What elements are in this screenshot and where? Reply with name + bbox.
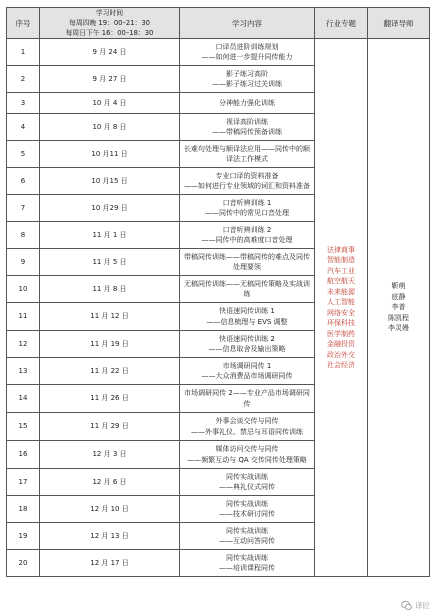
row-number: 14 xyxy=(7,385,40,413)
row-date: 9 月 27 日 xyxy=(40,66,180,93)
row-number: 2 xyxy=(7,66,40,93)
row-number: 1 xyxy=(7,39,40,66)
row-number: 19 xyxy=(7,523,40,550)
row-date: 9 月 24 日 xyxy=(40,39,180,66)
row-content xyxy=(180,66,315,93)
row-date: 11 月 19 日 xyxy=(40,331,180,358)
industry-topic: 政治外交 xyxy=(327,350,355,359)
header-time xyxy=(40,8,180,39)
content-subtitle: ——信息取舍及输出策略 xyxy=(208,345,286,353)
row-content xyxy=(180,93,315,114)
content-title: 同传实战训练 xyxy=(226,472,268,481)
content-title: 快语速同传训练 1 xyxy=(219,307,275,315)
content-subtitle: 处理要领 xyxy=(233,263,261,271)
row-number: 12 xyxy=(7,331,40,358)
header-row xyxy=(7,8,430,39)
content-subtitle: ——典礼仪式同传 xyxy=(219,483,275,491)
row-content xyxy=(180,195,315,222)
row-date: 10 月15 日 xyxy=(40,168,180,195)
row-date: 12 月 10 日 xyxy=(40,496,180,523)
content-title: 口译员进阶训练规划 xyxy=(215,42,279,51)
row-date: 12 月 13 日 xyxy=(40,523,180,550)
content-subtitle: ——技术研讨同传 xyxy=(219,510,275,518)
header-no: 序号 xyxy=(7,8,40,39)
row-number: 20 xyxy=(7,550,40,577)
content-title: 专业口译的资料准备 xyxy=(215,171,279,180)
content-subtitle: ——外事礼仪、禁忌与耳语同传训练 xyxy=(191,427,303,436)
content-subtitle: 练 xyxy=(243,290,251,298)
row-content xyxy=(180,276,315,303)
row-number: 16 xyxy=(7,441,40,469)
content-title: 分神能力强化训练 xyxy=(219,98,275,107)
content-title: 长难句处理与顺译法应用——同传中的顺 xyxy=(184,144,310,153)
row-number: 17 xyxy=(7,469,40,496)
content-title: 快语速同传训练 2 xyxy=(219,334,275,343)
row-date: 11 月 22 日 xyxy=(40,358,180,385)
row-content xyxy=(180,39,315,66)
content-title: 市场调研同传 1 xyxy=(222,361,272,370)
content-subtitle: ——频繁互动与 QA 交传同传处理策略 xyxy=(187,455,307,464)
industry-topic: 环保科技 xyxy=(327,319,355,327)
content-subtitle: ——大众消费品市场调研同传 xyxy=(201,372,293,380)
row-date: 11 月 29 日 xyxy=(40,413,180,441)
content-subtitle: ——同传中的高难度口音处理 xyxy=(201,236,293,244)
content-title: 媒体访问交传与同传 xyxy=(215,445,279,453)
row-content xyxy=(180,358,315,385)
row-content xyxy=(180,550,315,577)
row-content xyxy=(180,331,315,358)
row-number: 13 xyxy=(7,358,40,385)
row-date: 11 月 8 日 xyxy=(40,276,180,303)
watermark-text: 译匠 xyxy=(415,601,430,610)
row-content xyxy=(180,496,315,523)
content-subtitle: ——互动问答同传 xyxy=(219,537,275,545)
content-title: 外事会谈交传与同传 xyxy=(215,417,279,425)
row-number: 11 xyxy=(7,303,40,331)
row-date: 12 月 6 日 xyxy=(40,469,180,496)
row-content xyxy=(180,413,315,441)
content-title: 口音听辨训练 2 xyxy=(222,225,272,234)
row-number: 9 xyxy=(7,249,40,276)
watermark xyxy=(401,600,430,611)
tutors-cell xyxy=(368,39,430,577)
industry-topic: 未来能源 xyxy=(327,287,355,296)
header-tutor: 翻译导师 xyxy=(368,8,430,39)
content-title: 同传实战训练 xyxy=(226,526,268,535)
row-number: 18 xyxy=(7,496,40,523)
content-subtitle: ——同传中的常见口音处理 xyxy=(205,209,289,217)
industry-topic: 法律商事 xyxy=(327,245,355,254)
row-date: 11 月 12 日 xyxy=(40,303,180,331)
content-title: 市场调研同传 2——专业产品市场调研同 xyxy=(184,389,310,397)
row-date: 11 月 26 日 xyxy=(40,385,180,413)
row-number: 6 xyxy=(7,168,40,195)
content-title: 带稿同传训练——带稿同传的难点及同传 xyxy=(184,252,310,261)
row-date: 12 月 17 日 xyxy=(40,550,180,577)
row-content xyxy=(180,168,315,195)
row-number: 10 xyxy=(7,276,40,303)
industry-topic: 社会经济 xyxy=(327,361,355,369)
header-time-sub1: 每周四晚 19：00–21：30 xyxy=(69,19,150,27)
header-time-sub2: 每周日下午 16：00–18：30 xyxy=(65,29,154,37)
row-date: 10 月29 日 xyxy=(40,195,180,222)
row-content xyxy=(180,469,315,496)
row-content xyxy=(180,385,315,413)
row-content xyxy=(180,114,315,141)
tutor-name: 陈凯程 xyxy=(388,313,409,322)
content-subtitle: ——如何进一步提升同传能力 xyxy=(201,53,293,61)
content-subtitle: ——如何进行专业领域的词汇和资料准备 xyxy=(184,182,310,190)
content-title: 同传实战训练 xyxy=(226,499,268,508)
row-content xyxy=(180,222,315,249)
row-date: 12 月 3 日 xyxy=(40,441,180,469)
row-date: 10 月 8 日 xyxy=(40,114,180,141)
row-number: 15 xyxy=(7,413,40,441)
industry-topic: 人工智能 xyxy=(327,298,355,306)
header-time-label: 学习时间 xyxy=(95,9,124,17)
content-subtitle: 传 xyxy=(243,399,251,408)
row-date: 10 月11 日 xyxy=(40,141,180,168)
industry-topic: 医学制药 xyxy=(327,329,355,338)
row-content xyxy=(180,249,315,276)
table-row xyxy=(7,39,430,66)
row-number: 8 xyxy=(7,222,40,249)
content-subtitle: ——培训课程同传 xyxy=(219,564,275,572)
tutor-name: 底静 xyxy=(391,292,406,301)
content-title: 视译高阶训练 xyxy=(226,117,268,126)
content-title: 口音听辨训练 1 xyxy=(222,198,272,207)
schedule-table xyxy=(6,7,430,577)
content-subtitle: ——带稿同传预备训练 xyxy=(212,128,282,136)
industry-topics-cell xyxy=(315,39,368,577)
content-title: 同传实战训练 xyxy=(226,553,268,562)
header-content: 学习内容 xyxy=(180,8,315,39)
tutor-name: 靳萌 xyxy=(391,282,406,291)
row-content xyxy=(180,303,315,331)
row-date: 10 月 4 日 xyxy=(40,93,180,114)
wechat-icon xyxy=(401,600,412,611)
row-content xyxy=(180,441,315,469)
content-subtitle: ——信息梳理与 EVS 调整 xyxy=(206,317,288,326)
content-subtitle: ——影子练习过关训练 xyxy=(212,80,282,88)
industry-topic: 金融投资 xyxy=(327,340,355,348)
content-title: 影子练习高阶 xyxy=(226,69,268,78)
tutor-name: 李灵嫚 xyxy=(388,324,409,333)
row-number: 7 xyxy=(7,195,40,222)
content-title: 无稿同传训练——无稿同传策略及实战训 xyxy=(184,279,310,288)
industry-topic: 汽车工业 xyxy=(327,266,355,275)
header-industry: 行业专题 xyxy=(315,8,368,39)
row-content xyxy=(180,141,315,168)
tutor-name: 李普 xyxy=(391,303,406,312)
industry-topic: 航空航天 xyxy=(327,277,355,285)
content-subtitle: 译法工作模式 xyxy=(226,155,268,163)
industry-topic: 网络安全 xyxy=(327,308,355,317)
row-number: 5 xyxy=(7,141,40,168)
row-number: 4 xyxy=(7,114,40,141)
row-content xyxy=(180,523,315,550)
row-date: 11 月 1 日 xyxy=(40,222,180,249)
industry-topic: 智能制造 xyxy=(327,256,355,264)
row-number: 3 xyxy=(7,93,40,114)
row-date: 11 月 5 日 xyxy=(40,249,180,276)
